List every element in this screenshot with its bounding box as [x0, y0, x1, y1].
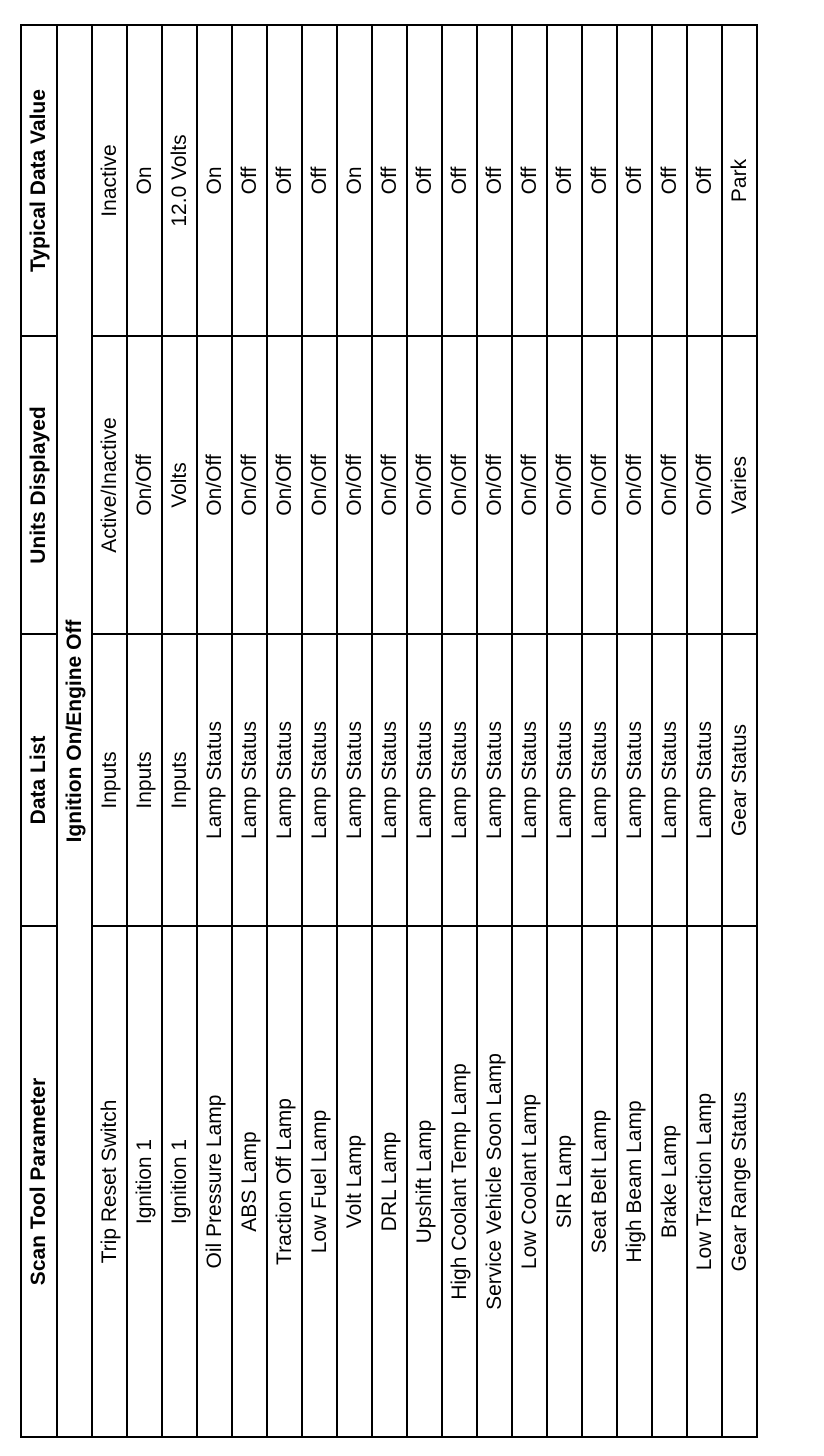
scan-tool-data-table [20, 24, 758, 1438]
table-row [372, 25, 407, 1437]
units-cell: Varies [722, 336, 757, 634]
units-cell: On/Off [617, 336, 652, 634]
parameter-cell: Low Coolant Lamp [512, 926, 547, 1437]
table-row [407, 25, 442, 1437]
typical-value-cell: Park [722, 25, 757, 336]
data-list-cell: Gear Status [722, 634, 757, 926]
typical-value-cell: Off [547, 25, 582, 336]
parameter-cell: Volt Lamp [337, 926, 372, 1437]
units-cell: On/Off [477, 336, 512, 634]
parameter-cell: Ignition 1 [127, 926, 162, 1437]
table-row [547, 25, 582, 1437]
data-list-cell: Lamp Status [372, 634, 407, 926]
table-row [197, 25, 232, 1437]
data-list-cell: Lamp Status [582, 634, 617, 926]
typical-value-cell: Off [302, 25, 337, 336]
table-row [687, 25, 722, 1437]
units-cell: On/Off [337, 336, 372, 634]
table-row [617, 25, 652, 1437]
typical-value-cell: Off [652, 25, 687, 336]
units-cell: On/Off [442, 336, 477, 634]
data-list-cell: Lamp Status [197, 634, 232, 926]
parameter-cell: Ignition 1 [162, 926, 197, 1437]
data-list-cell: Lamp Status [232, 634, 267, 926]
units-cell: On/Off [197, 336, 232, 634]
data-list-cell: Inputs [127, 634, 162, 926]
units-cell: On/Off [232, 336, 267, 634]
data-list-cell: Lamp Status [442, 634, 477, 926]
table-row [442, 25, 477, 1437]
units-cell: Volts [162, 336, 197, 634]
units-cell: On/Off [582, 336, 617, 634]
header-data-list: Data List [21, 634, 57, 926]
section-title: Ignition On/Engine Off [57, 25, 92, 1437]
typical-value-cell: Off [582, 25, 617, 336]
table-row [477, 25, 512, 1437]
parameter-cell: Low Fuel Lamp [302, 926, 337, 1437]
typical-value-cell: Off [267, 25, 302, 336]
table-row [652, 25, 687, 1437]
data-list-cell: Lamp Status [302, 634, 337, 926]
parameter-cell: Service Vehicle Soon Lamp [477, 926, 512, 1437]
typical-value-cell: Off [442, 25, 477, 336]
parameter-cell: Traction Off Lamp [267, 926, 302, 1437]
units-cell: On/Off [407, 336, 442, 634]
typical-value-cell: Off [407, 25, 442, 336]
parameter-cell: Oil Pressure Lamp [197, 926, 232, 1437]
data-list-cell: Lamp Status [547, 634, 582, 926]
data-list-cell: Lamp Status [267, 634, 302, 926]
table-header-row [21, 25, 57, 1437]
typical-value-cell: Off [372, 25, 407, 336]
parameter-cell: Low Traction Lamp [687, 926, 722, 1437]
typical-value-cell: Off [477, 25, 512, 336]
data-list-cell: Inputs [162, 634, 197, 926]
typical-value-cell: 12.0 Volts [162, 25, 197, 336]
data-list-cell: Lamp Status [687, 634, 722, 926]
units-cell: On/Off [127, 336, 162, 634]
units-cell: On/Off [652, 336, 687, 634]
typical-value-cell: Off [232, 25, 267, 336]
typical-value-cell: Off [687, 25, 722, 336]
data-list-cell: Lamp Status [477, 634, 512, 926]
units-cell: On/Off [267, 336, 302, 634]
typical-value-cell: Off [617, 25, 652, 336]
typical-value-cell: On [197, 25, 232, 336]
parameter-cell: High Beam Lamp [617, 926, 652, 1437]
units-cell: On/Off [302, 336, 337, 634]
parameter-cell: Seat Belt Lamp [582, 926, 617, 1437]
parameter-cell: Brake Lamp [652, 926, 687, 1437]
parameter-cell: Gear Range Status [722, 926, 757, 1437]
units-cell: On/Off [512, 336, 547, 634]
parameter-cell: High Coolant Temp Lamp [442, 926, 477, 1437]
header-units-displayed: Units Displayed [21, 336, 57, 634]
data-list-cell: Lamp Status [512, 634, 547, 926]
table-row [512, 25, 547, 1437]
typical-value-cell: On [127, 25, 162, 336]
table-row [337, 25, 372, 1437]
typical-value-cell: On [337, 25, 372, 336]
table-row [127, 25, 162, 1437]
parameter-cell: Upshift Lamp [407, 926, 442, 1437]
header-typical-data-value: Typical Data Value [21, 25, 57, 336]
units-cell: On/Off [372, 336, 407, 634]
header-scan-tool-parameter: Scan Tool Parameter [21, 926, 57, 1437]
table-row [232, 25, 267, 1437]
data-list-cell: Lamp Status [407, 634, 442, 926]
data-list-cell: Lamp Status [652, 634, 687, 926]
parameter-cell: DRL Lamp [372, 926, 407, 1437]
data-list-cell: Lamp Status [617, 634, 652, 926]
typical-value-cell: Off [512, 25, 547, 336]
data-list-cell: Inputs [92, 634, 127, 926]
typical-value-cell: Inactive [92, 25, 127, 336]
table-row [302, 25, 337, 1437]
units-cell: On/Off [687, 336, 722, 634]
table-row [267, 25, 302, 1437]
section-row [57, 25, 92, 1437]
table-row [162, 25, 197, 1437]
table-row [582, 25, 617, 1437]
table-row [722, 25, 757, 1437]
units-cell: Active/Inactive [92, 336, 127, 634]
table-row [92, 25, 127, 1437]
parameter-cell: ABS Lamp [232, 926, 267, 1437]
data-list-cell: Lamp Status [337, 634, 372, 926]
units-cell: On/Off [547, 336, 582, 634]
parameter-cell: Trip Reset Switch [92, 926, 127, 1437]
parameter-cell: SIR Lamp [547, 926, 582, 1437]
